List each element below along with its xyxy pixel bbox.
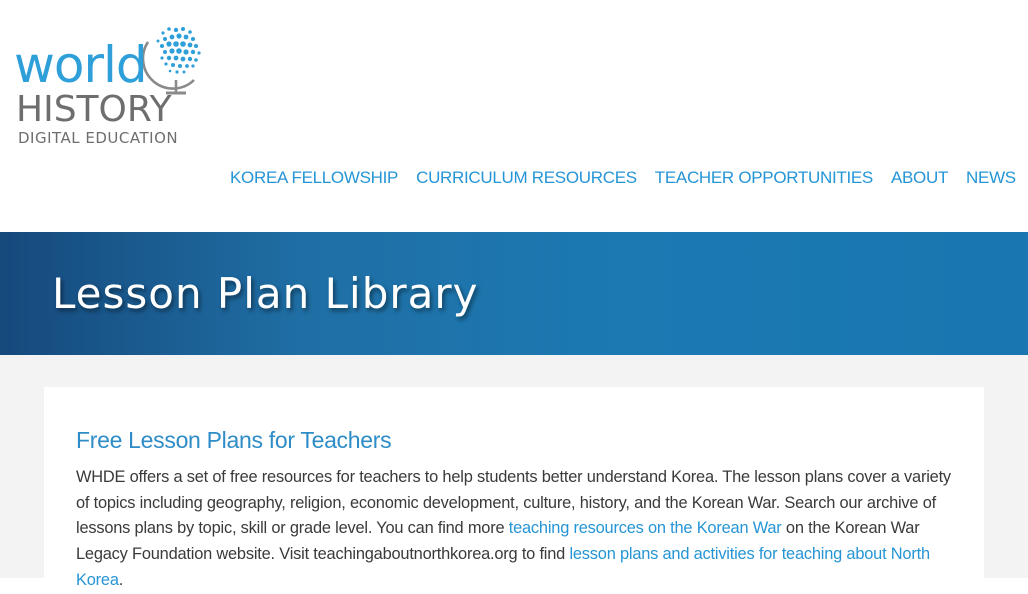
- north-korea-lesson-plans-link[interactable]: lesson plans and activities for teaching about North Korea: [76, 545, 930, 589]
- page-title: Lesson Plan Library: [52, 269, 479, 318]
- intro-text-part-2: on the Korean War Legacy Foundation website. Visit teachingaboutnorthkorea.org to find: [76, 519, 920, 564]
- logo-world-text: world: [14, 36, 147, 94]
- nav-item-about[interactable]: ABOUT: [890, 168, 949, 187]
- korean-war-resources-link[interactable]: teaching resources on the Korean War: [508, 519, 782, 538]
- nav-item-news[interactable]: NEWS: [966, 168, 1016, 187]
- intro-paragraph: [76, 465, 956, 594]
- nav-item-korea-fellowship[interactable]: KOREA FELLOWSHIP: [230, 168, 399, 187]
- nav-item-teacher-opportunities[interactable]: TEACHER OPPORTUNITIES: [654, 168, 873, 187]
- site-logo[interactable]: [14, 20, 210, 152]
- page-banner: [0, 232, 1028, 355]
- site-header: [0, 0, 1028, 232]
- section-heading: Free Lesson Plans for Teachers: [76, 427, 392, 453]
- nav-item-curriculum-resources[interactable]: CURRICULUM RESOURCES: [416, 168, 637, 187]
- logo-history-text: HISTORY: [16, 89, 172, 130]
- logo-digital-education-text: DIGITAL EDUCATION: [18, 129, 179, 147]
- content-card: [44, 387, 984, 587]
- intro-text-part-1: WHDE offers a set of free resources for teachers to help students better understand Korea. The lesson plans cover a variety of topics including geography, religion, economic development, culture, history, and the Korean War. Search our archive of lessons plans by topic, skill or grade level. You can find more: [76, 468, 951, 538]
- main-nav: [230, 166, 1016, 190]
- intro-text-part-3: .: [118, 570, 124, 589]
